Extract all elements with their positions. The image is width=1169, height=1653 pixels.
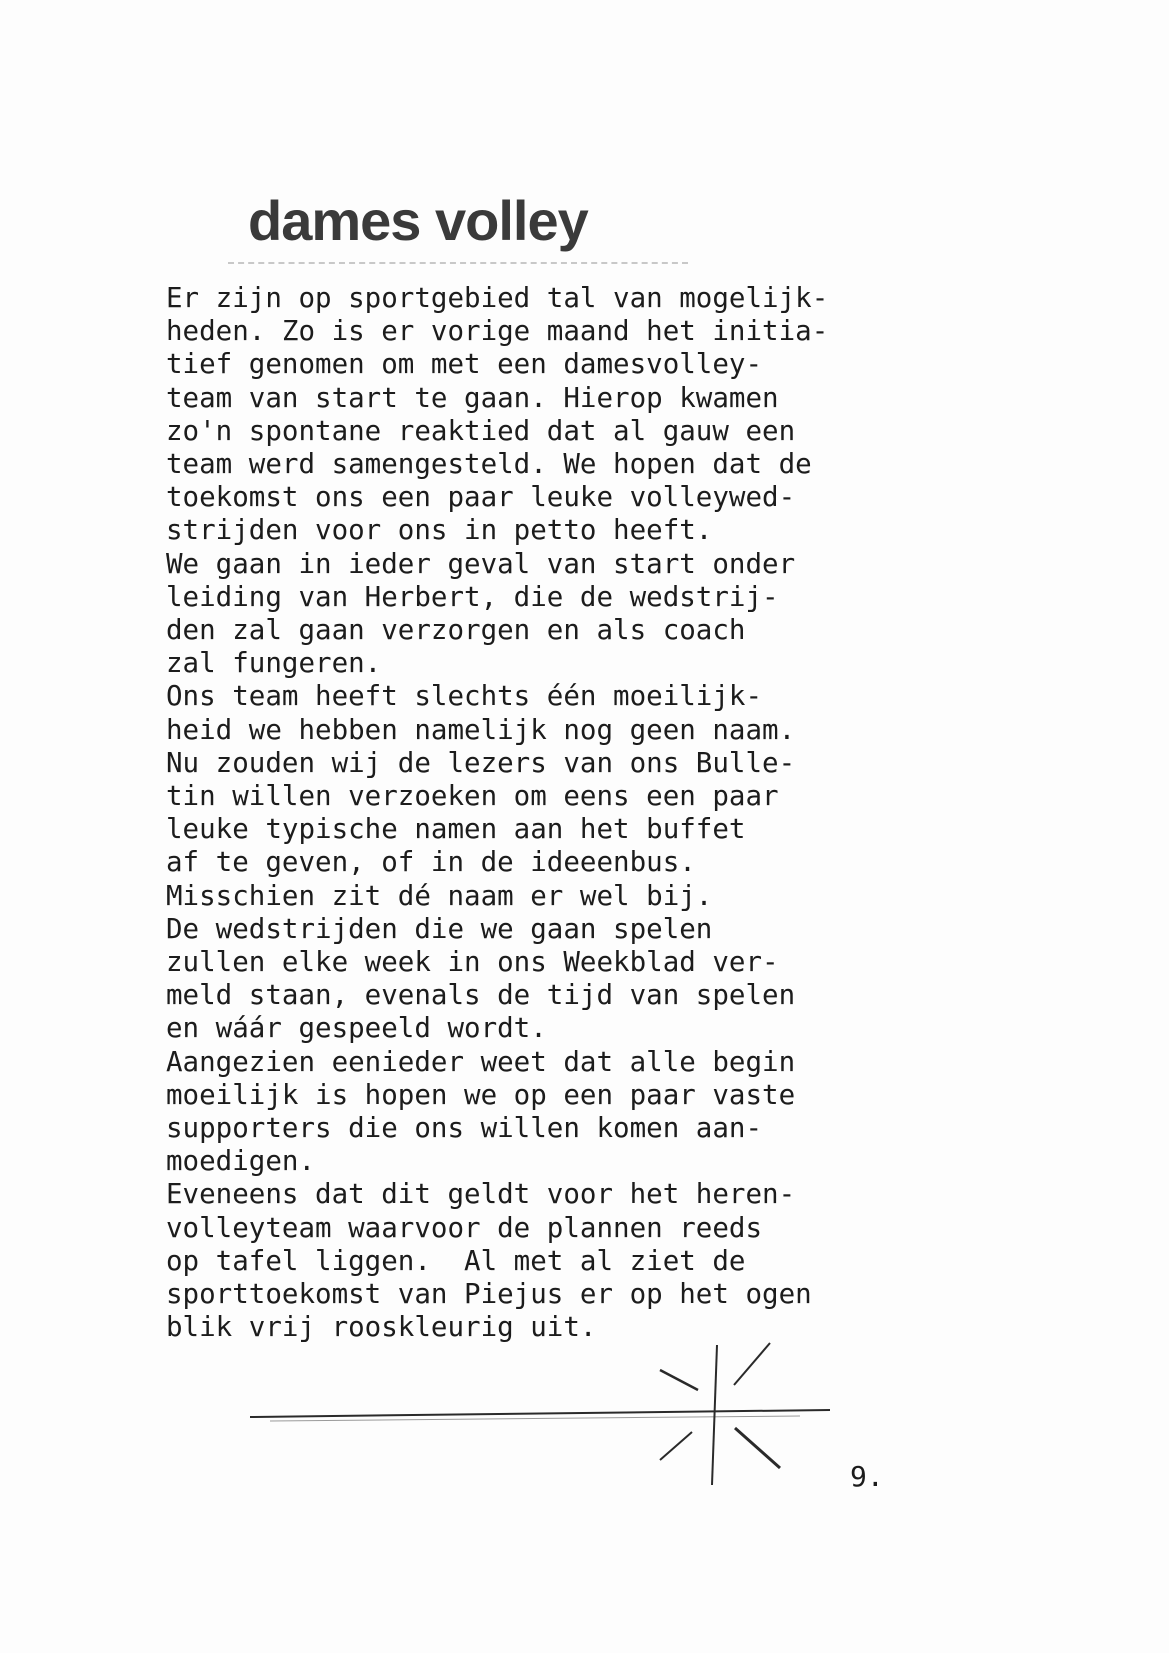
body-line: toekomst ons een paar leuke volleywed- <box>166 481 796 514</box>
body-line: Nu zouden wij de lezers van ons Bulle- <box>166 746 796 779</box>
body-line: sporttoekomst van Piejus er op het ogen <box>166 1278 812 1311</box>
body-line: meld staan, evenals de tijd van spelen <box>166 979 796 1012</box>
body-line: Ons team heeft slechts één moeilijk- <box>166 680 763 713</box>
body-line: Er zijn op sportgebied tal van mogelijk- <box>166 282 829 314</box>
body-line: Eveneens dat dit geldt voor het heren- <box>166 1178 796 1211</box>
body-line: team werd samengesteld. We hopen dat de <box>166 448 812 481</box>
body-line: leiding van Herbert, die de wedstrij- <box>166 580 779 613</box>
divider-ornament <box>240 1340 840 1490</box>
body-line: strijden voor ons in petto heeft. <box>166 514 713 547</box>
body-line: zo'n spontane reaktied dat al gauw een <box>166 414 796 447</box>
body-line: af te geven, of in de ideeenbus. <box>166 846 696 879</box>
body-line: heden. Zo is er vorige maand het initia- <box>166 315 829 348</box>
article-body <box>166 282 1006 1345</box>
article-title: dames volley <box>248 189 588 252</box>
body-line: heid we hebben namelijk nog geen naam. <box>166 713 796 746</box>
body-line: den zal gaan verzorgen en als coach <box>166 614 746 647</box>
body-line: zullen elke week in ons Weekblad ver- <box>166 946 779 979</box>
page-number: 9. <box>850 1460 884 1493</box>
body-line: zal fungeren. <box>166 647 382 680</box>
body-line: en wáár gespeeld wordt. <box>166 1012 547 1045</box>
body-line: tin willen verzoeken om eens een paar <box>166 780 779 813</box>
body-line: blik vrij rooskleurig uit. <box>166 1311 597 1344</box>
body-line: tief genomen om met een damesvolley- <box>166 348 763 381</box>
body-line: supporters die ons willen komen aan- <box>166 1112 763 1145</box>
body-line: Misschien zit dé naam er wel bij. <box>166 879 713 912</box>
body-line: Aangezien eenieder weet dat alle begin <box>166 1045 796 1078</box>
body-line: leuke typische namen aan het buffet <box>166 813 746 846</box>
body-line: moedigen. <box>166 1145 316 1178</box>
body-line: volleyteam waarvoor de plannen reeds <box>166 1211 763 1244</box>
body-line: moeilijk is hopen we op een paar vaste <box>166 1078 796 1111</box>
body-line: team van start te gaan. Hierop kwamen <box>166 381 779 414</box>
body-line: De wedstrijden die we gaan spelen <box>166 912 713 945</box>
body-line: We gaan in ieder geval van start onder <box>166 547 796 580</box>
body-line: op tafel liggen. Al met al ziet de <box>166 1244 746 1277</box>
title-underline <box>228 262 688 264</box>
